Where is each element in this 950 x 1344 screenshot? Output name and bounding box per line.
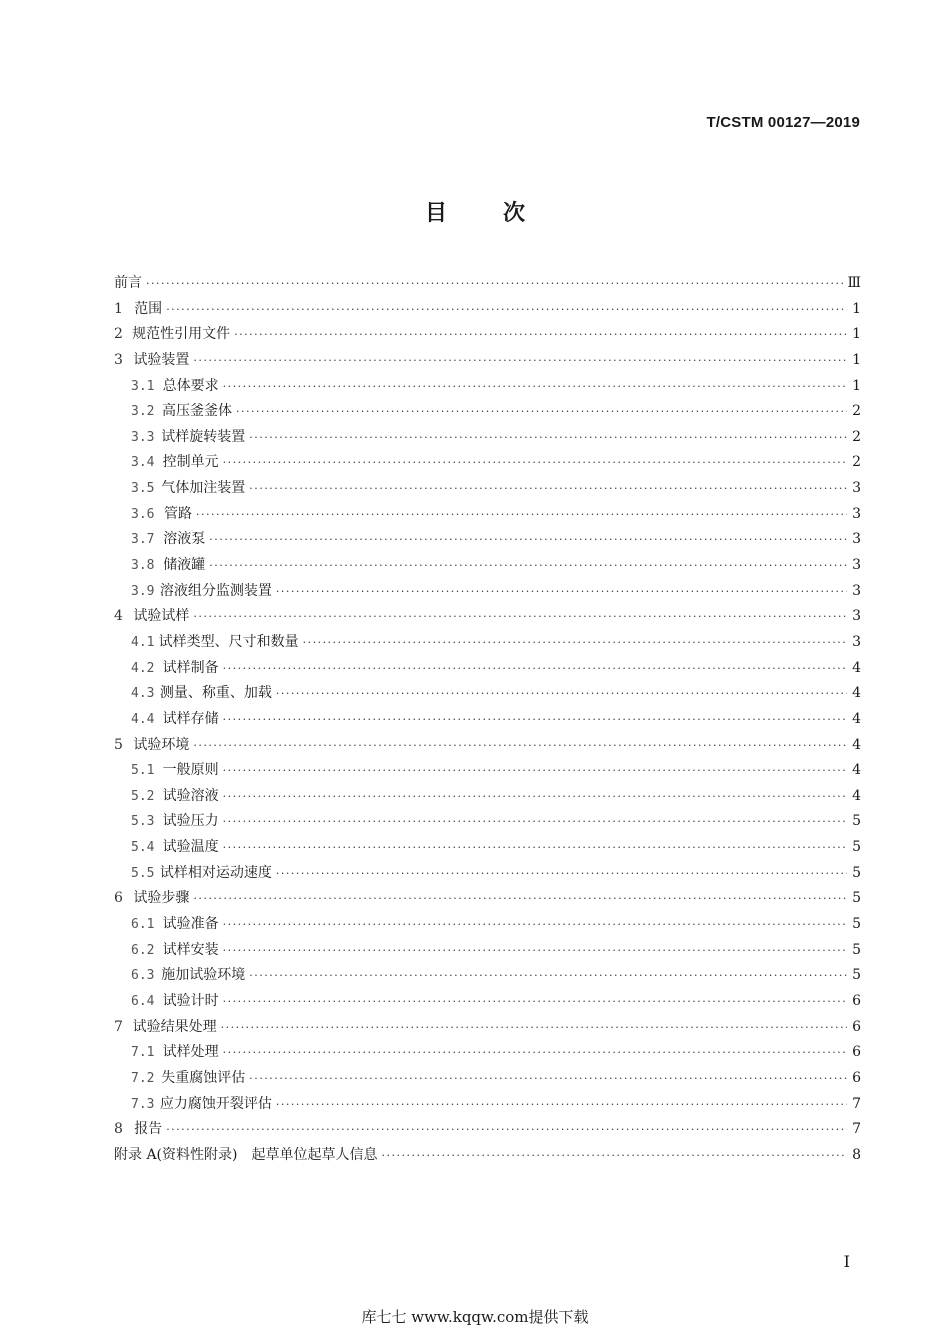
toc-entry-number: 5.1	[131, 763, 155, 779]
toc-entry-page: 4	[852, 685, 861, 702]
toc-entry-number: 7	[114, 1018, 123, 1035]
toc-dot-leader	[303, 636, 847, 649]
toc-entry[interactable]	[114, 734, 861, 760]
toc-entry-number: 4.4	[131, 711, 155, 727]
toc-dot-leader	[249, 431, 847, 444]
toc-dot-leader	[223, 380, 847, 393]
toc-entry-page: 4	[852, 762, 861, 779]
toc-entry-label: 试验准备	[162, 916, 219, 933]
toc-entry-page: 5	[852, 967, 861, 984]
toc-dot-leader	[276, 585, 847, 598]
toc-dot-leader	[223, 1046, 847, 1059]
toc-entry-label: 前言	[114, 275, 142, 291]
table-of-contents	[114, 272, 861, 1169]
toc-entry[interactable]	[114, 298, 861, 324]
toc-dot-leader	[209, 559, 847, 572]
toc-entry-number: 2	[114, 326, 123, 343]
toc-entry[interactable]	[114, 1093, 861, 1119]
toc-entry[interactable]	[114, 785, 861, 811]
toc-entry-number: 6.2	[131, 942, 155, 958]
toc-entry-label: 试验结果处理	[132, 1018, 217, 1035]
toc-entry-label: 溶液泵	[163, 531, 206, 548]
toc-entry[interactable]	[114, 528, 861, 554]
toc-dot-leader	[223, 841, 847, 854]
toc-entry-number: 3.5	[131, 481, 155, 497]
toc-dot-leader	[166, 1123, 847, 1136]
toc-entry-page: 3	[852, 505, 861, 522]
toc-entry[interactable]	[114, 426, 861, 452]
toc-entry-number: 3.9	[131, 583, 155, 599]
toc-entry-number: 3.3	[131, 429, 155, 445]
toc-entry-label: 试验试样	[133, 608, 190, 625]
toc-entry[interactable]	[114, 708, 861, 734]
toc-entry-number: 3.6	[131, 506, 155, 522]
toc-entry-number: 7.1	[131, 1045, 155, 1061]
toc-entry-page: 5	[852, 864, 861, 881]
toc-entry-page: 4	[852, 787, 861, 804]
toc-dot-leader	[223, 790, 847, 803]
toc-entry-number: 6	[114, 890, 123, 907]
toc-entry[interactable]	[114, 657, 861, 683]
toc-entry[interactable]	[114, 990, 861, 1016]
toc-dot-leader	[223, 995, 847, 1008]
toc-entry-label: 试验装置	[133, 351, 190, 368]
toc-entry-number: 6.4	[131, 993, 155, 1009]
toc-entry[interactable]	[114, 1067, 861, 1093]
toc-entry[interactable]	[114, 349, 861, 375]
toc-entry-page: 1	[852, 377, 861, 394]
toc-entry-page: 6	[852, 992, 861, 1009]
toc-entry-label: 附录 A(资料性附录) 起草单位起草人信息	[114, 1146, 378, 1163]
toc-entry-number: 3.7	[131, 532, 155, 548]
toc-dot-leader	[223, 944, 847, 957]
toc-entry-label: 总体要求	[162, 377, 219, 394]
toc-entry-page: 4	[852, 710, 861, 727]
toc-dot-leader	[193, 354, 847, 367]
toc-entry[interactable]	[114, 375, 861, 401]
toc-entry-page: 7	[852, 1095, 861, 1112]
toc-entry-page: 5	[852, 813, 861, 830]
toc-dot-leader	[223, 815, 847, 828]
toc-entry-label: 施加试验环境	[161, 967, 246, 984]
toc-dot-leader	[249, 969, 847, 982]
toc-entry-label: 试样制备	[162, 659, 219, 676]
toc-entry-page: 1	[852, 300, 861, 317]
toc-dot-leader	[221, 1021, 847, 1034]
toc-entry-number: 7.3	[131, 1096, 155, 1112]
toc-dot-leader	[236, 405, 847, 418]
toc-dot-leader	[223, 662, 847, 675]
toc-entry-number: 6.1	[131, 917, 155, 933]
toc-dot-leader	[166, 303, 847, 316]
toc-entry[interactable]	[114, 964, 861, 990]
toc-entry[interactable]	[114, 272, 861, 298]
standard-code: T/CSTM 00127—2019	[706, 114, 860, 131]
toc-entry-page: 6	[852, 1044, 861, 1061]
toc-entry[interactable]	[114, 759, 861, 785]
toc-entry-page: 5	[852, 916, 861, 933]
toc-entry-number: 6.3	[131, 968, 155, 984]
toc-entry-page: Ⅲ	[847, 275, 861, 291]
toc-dot-leader	[193, 610, 847, 623]
toc-entry-page: 3	[852, 582, 861, 599]
toc-entry-page: 2	[852, 428, 861, 445]
toc-entry-label: 试样存储	[162, 710, 219, 727]
toc-entry-number: 3.4	[131, 455, 155, 471]
toc-entry[interactable]	[114, 887, 861, 913]
toc-entry[interactable]	[114, 862, 861, 888]
toc-dot-leader	[193, 892, 847, 905]
toc-entry-page: 3	[852, 531, 861, 548]
toc-entry-number: 4.2	[131, 660, 155, 676]
toc-title	[0, 196, 950, 227]
toc-entry-page: 5	[852, 839, 861, 856]
toc-entry-label: 试验环境	[133, 736, 190, 753]
toc-entry[interactable]	[114, 605, 861, 631]
toc-entry-number: 3.1	[131, 378, 155, 394]
toc-entry[interactable]	[114, 323, 861, 349]
toc-entry-page: 2	[852, 454, 861, 471]
toc-entry-label: 应力腐蚀开裂评估	[159, 1095, 272, 1112]
toc-entry[interactable]	[114, 836, 861, 862]
toc-dot-leader	[223, 713, 847, 726]
toc-entry-label: 试验步骤	[133, 890, 190, 907]
toc-entry-page: 6	[852, 1018, 861, 1035]
toc-entry-number: 4.3	[131, 686, 155, 702]
toc-entry-number: 7.2	[131, 1070, 155, 1086]
toc-entry-label: 报告	[134, 1121, 163, 1138]
toc-entry-page: 3	[852, 633, 861, 650]
toc-entry-label: 试验压力	[162, 813, 219, 830]
toc-dot-leader	[223, 918, 847, 931]
toc-entry-page: 5	[852, 941, 861, 958]
toc-entry-label: 失重腐蚀评估	[161, 1069, 246, 1086]
toc-title-part1: 目	[424, 201, 447, 226]
toc-entry-label: 储液罐	[163, 557, 206, 574]
toc-dot-leader	[249, 1072, 847, 1085]
toc-dot-leader	[249, 482, 847, 495]
toc-entry-page: 6	[852, 1069, 861, 1086]
toc-entry-label: 规范性引用文件	[132, 326, 231, 343]
toc-entry-number: 5.3	[131, 814, 155, 830]
toc-entry[interactable]	[114, 400, 861, 426]
toc-entry-label: 试样类型、尺寸和数量	[158, 633, 299, 650]
toc-entry[interactable]	[114, 503, 861, 529]
toc-entry-label: 试验计时	[162, 992, 219, 1009]
toc-entry-page: 1	[852, 326, 861, 343]
toc-entry-page: 3	[852, 608, 861, 625]
toc-entry[interactable]	[114, 451, 861, 477]
toc-entry-page: 7	[852, 1121, 861, 1138]
toc-entry[interactable]	[114, 939, 861, 965]
toc-entry-label: 试样处理	[162, 1044, 219, 1061]
toc-dot-leader	[276, 687, 847, 700]
toc-entry-label: 范围	[134, 300, 163, 317]
toc-entry-label: 测量、称重、加载	[159, 685, 272, 702]
toc-entry[interactable]	[114, 554, 861, 580]
toc-entry[interactable]	[114, 810, 861, 836]
page-number: I	[843, 1252, 850, 1271]
toc-entry-label: 溶液组分监测装置	[159, 582, 272, 599]
toc-entry[interactable]	[114, 1118, 861, 1144]
toc-dot-leader	[193, 739, 847, 752]
toc-entry-number: 5.2	[131, 788, 155, 804]
toc-dot-leader	[223, 764, 847, 777]
toc-entry[interactable]	[114, 631, 861, 657]
toc-entry-number: 3	[114, 351, 123, 368]
toc-entry-page: 1	[852, 351, 861, 368]
toc-entry-page: 3	[852, 480, 861, 497]
toc-entry-label: 试样相对运动速度	[159, 864, 272, 881]
toc-entry-page: 2	[852, 403, 861, 420]
toc-entry[interactable]	[114, 1016, 861, 1042]
toc-entry-number: 8	[114, 1121, 123, 1138]
toc-entry-number: 3.2	[131, 404, 155, 420]
toc-entry-number: 5.5	[131, 865, 155, 881]
toc-entry[interactable]	[114, 1144, 861, 1170]
toc-entry-label: 试样安装	[162, 941, 219, 958]
toc-dot-leader	[223, 456, 847, 469]
toc-dot-leader	[276, 867, 847, 880]
toc-entry-number: 1	[114, 300, 123, 317]
toc-entry-label: 高压釜釜体	[161, 403, 232, 420]
toc-dot-leader	[234, 328, 847, 341]
toc-entry-page: 8	[852, 1146, 861, 1163]
toc-dot-leader	[276, 1098, 847, 1111]
toc-entry-page: 3	[852, 557, 861, 574]
toc-entry-number: 3.8	[131, 558, 155, 574]
toc-title-part2: 次	[503, 201, 526, 226]
toc-entry-label: 试验温度	[162, 839, 219, 856]
toc-entry-label: 一般原则	[162, 762, 219, 779]
toc-dot-leader	[196, 508, 847, 521]
toc-dot-leader	[381, 1149, 847, 1162]
toc-entry[interactable]	[114, 580, 861, 606]
toc-entry-page: 4	[852, 736, 861, 753]
toc-dot-leader	[146, 277, 843, 290]
toc-entry-label: 气体加注装置	[161, 480, 246, 497]
toc-entry-label: 试样旋转装置	[161, 428, 246, 445]
toc-entry[interactable]	[114, 682, 861, 708]
toc-entry-page: 5	[852, 890, 861, 907]
toc-entry[interactable]	[114, 913, 861, 939]
toc-entry-page: 4	[852, 659, 861, 676]
toc-entry[interactable]	[114, 477, 861, 503]
toc-entry[interactable]	[114, 1041, 861, 1067]
toc-entry-number: 5.4	[131, 840, 155, 856]
toc-entry-label: 控制单元	[162, 454, 219, 471]
download-footer: 库七七 www.kqqw.com提供下载	[361, 1308, 589, 1326]
toc-entry-number: 4	[114, 608, 123, 625]
toc-entry-number: 5	[114, 736, 123, 753]
toc-entry-label: 管路	[163, 505, 192, 522]
toc-entry-label: 试验溶液	[162, 787, 219, 804]
toc-dot-leader	[209, 533, 847, 546]
toc-entry-number: 4.1	[131, 634, 155, 650]
